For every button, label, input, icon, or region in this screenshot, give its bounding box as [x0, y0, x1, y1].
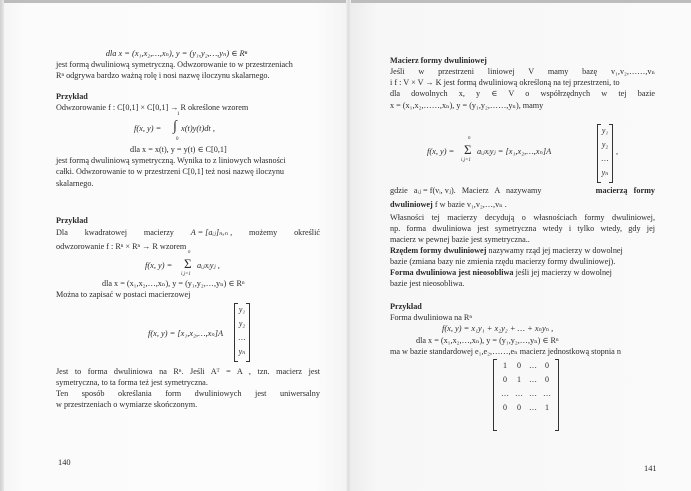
sum-upper-limit: n [188, 250, 191, 255]
formula-line: dla x = (x₁,x₂,…,xₙ), y = (y₁,y₂,…,yₙ) ∈ Rⁿ [105, 49, 248, 58]
formula-rhs: x(t)y(t)dt , [181, 124, 215, 133]
condition-line: dla x = x(t), y = y(t) ∈ C[0,1] [130, 145, 227, 154]
integral-sign: ∫ [173, 119, 177, 134]
paragraph-line: macierz w pewnej bazie jest symetryczna.. [390, 235, 530, 244]
section-heading: Macierz formy dwuliniowej [390, 56, 487, 65]
formula-rhs: aᵢⱼxᵢyⱼ = [x₁,x₂,…,xₙ]A [477, 147, 552, 156]
formula-lhs: f(x, y) = [x₁,x₂,…,xₙ]A [148, 329, 224, 338]
right-page [350, 3, 691, 491]
paragraph-line: Własności tej macierzy decydują o własnościach formy dwuliniowej, [390, 213, 655, 222]
paragraph-line: dla dowolnych x, y ∈ V o współrzędnych w tej bazie [390, 89, 655, 98]
sum-lower-limit: i,j=1 [461, 158, 471, 163]
paragraph-line: Odwzorowanie f : C[0,1] × C[0,1] → R określone wzorem [56, 103, 249, 112]
column-vector-entry: y₂ [238, 319, 246, 328]
paragraph-line: skalarnego. [56, 179, 94, 188]
condition-line: dla x = (x₁,x₂,…,xₙ), y = (y₁,y₂,…,yₙ) ∈ Rⁿ [416, 336, 559, 345]
example-heading: Przykład [56, 92, 88, 101]
paragraph-line: Rⁿ odgrywa bardzo ważną rolę i nosi nazwę iloczynu skalarnego. [56, 71, 270, 80]
paragraph-line: ma w bazie standardowej e₁,e₂,……,eₙ macierz jednostkową stopnia n [390, 347, 621, 356]
left-bracket [493, 359, 497, 431]
formula-line: f(x, y) = x₁y₁ + x₂y₂ + … + xₙyₙ , [442, 324, 554, 333]
column-vector-entry: y₁ [601, 126, 609, 135]
paragraph-line: x = (x₁,x₂,……,xₙ), y = (y₁,y₂,……,yₙ), mamy [390, 101, 544, 110]
paragraph-line: Dla kwadratowej macierzy A = [aᵢⱼ]ₙₓₙ , możemy określić [56, 228, 320, 237]
column-vector-entry: … [601, 154, 609, 163]
paragraph-line: w przestrzeniach o wymiarze skończonym. [56, 400, 198, 409]
column-vector-entry: yₙ [238, 347, 246, 356]
column-vector-entry: yₙ [601, 168, 609, 177]
left-page [4, 3, 349, 491]
comma: , [616, 147, 619, 156]
matrix-grid: 1 0 … 0 0 1 … 0 … … … … 0 0 … 1 [501, 361, 551, 412]
paragraph-line: Ten sposób określania form dwuliniowych jest uniwersalny [56, 389, 320, 398]
right-bracket [555, 359, 559, 431]
formula-rhs: aᵢⱼxᵢyⱼ , [197, 261, 220, 270]
condition-line: dla x = (x₁,x₂,…,xₙ), y = (y₁,y₂,…,yₙ) ∈ Rⁿ [102, 279, 245, 288]
column-vector-entry: y₁ [238, 305, 246, 314]
paragraph-line: np. forma dwuliniowa jest symetryczna wtedy i tylko wtedy, gdy jej [390, 224, 655, 233]
paragraph-line: jest formą dwuliniową symetryczną. Odwzorowanie to w przestrzeniach [56, 60, 293, 69]
paragraph-line: Można to zapisać w postaci macierzowej [56, 290, 191, 299]
paragraph-line: całki. Odwzorowanie to w przestrzeni C[0,1] też nosi nazwę iloczynu [56, 167, 285, 176]
formula-lhs: f(x, y) = [134, 124, 162, 133]
paragraph-line: gdzie aᵢⱼ = f(vᵢ, vⱼ). Macierz A nazywamy macierzą formy [390, 186, 655, 195]
integral-upper-limit: 1 [177, 112, 180, 117]
page-number: 141 [644, 464, 657, 473]
paragraph-line: symetryczna, to ta forma też jest symetryczna. [56, 378, 208, 387]
paragraph-line: dwuliniowej f w bazie v₁,v₂,…,vₙ . [390, 200, 507, 209]
paragraph-line: bazie jest nieosobliwa. [390, 279, 465, 288]
paragraph-line: jest formą dwuliniową symetryczną. Wynika to z liniowych własności [56, 156, 286, 165]
page-number: 140 [58, 458, 71, 467]
sigma-symbol: Σ [464, 142, 472, 157]
sum-lower-limit: i,j=1 [181, 272, 191, 277]
paragraph-line: Rzędem formy dwuliniowej nazywamy rząd jej macierzy w dowolnej [390, 246, 623, 255]
example-heading: Przykład [56, 216, 88, 225]
integral-lower-limit: 0 [176, 137, 179, 142]
formula-lhs: f(x, y) = [427, 147, 455, 156]
formula-lhs: f(x, y) = [145, 261, 173, 270]
paragraph-line: Forma dwuliniowa jest nieosobliwa jeśli jej macierzy w dowolnej [390, 268, 612, 277]
sum-upper-limit: n [468, 136, 471, 141]
paragraph-line: i f : V × V → K jest formą dwuliniową określoną na tej przestrzeni, to [390, 78, 620, 87]
paragraph-line: odwzorowanie f : Rⁿ × Rⁿ → R wzorem [56, 242, 187, 251]
column-vector-entry: … [238, 333, 246, 342]
column-vector-entry: y₂ [601, 140, 609, 149]
paragraph-line: Forma dwuliniowa na Rⁿ [390, 313, 472, 322]
paragraph-line: bazie (zmiana bazy nie zmienia rzędu macierzy formy dwuliniowej). [390, 257, 616, 266]
example-heading: Przykład [390, 302, 422, 311]
sigma-symbol: Σ [184, 256, 192, 271]
paragraph-line: Jeśli w przestrzeni liniowej V mamy bazę v₁,v₂,……,vₙ [390, 67, 655, 76]
paragraph-line: Jest to forma dwuliniowa na Rⁿ. Jeśli Aᵀ = A , tzn. macierz jest [56, 367, 320, 376]
